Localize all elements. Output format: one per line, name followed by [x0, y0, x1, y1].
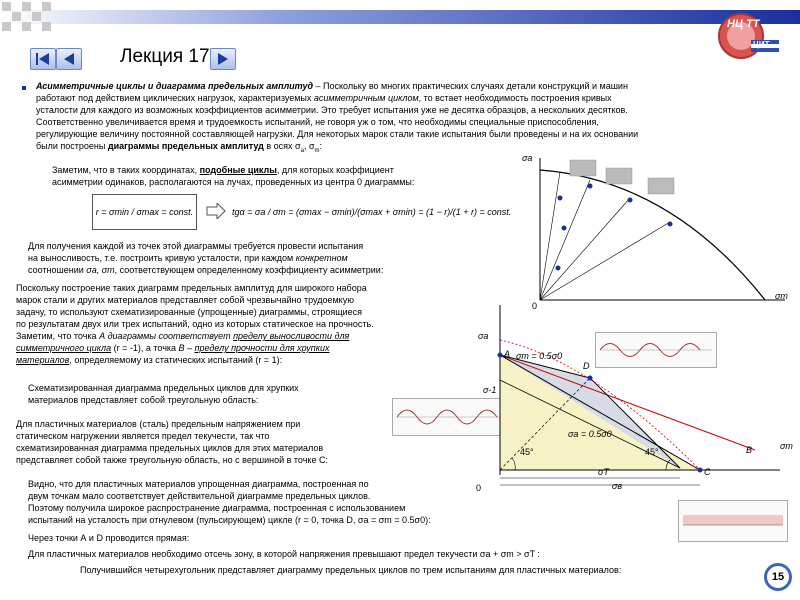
angle-45-left: 45°	[520, 447, 534, 457]
logo-emblem	[713, 6, 783, 62]
paragraph-line-AD: Через точки А и D проводится прямая:	[28, 533, 190, 543]
first-slide-button[interactable]	[30, 48, 56, 70]
angle-45-right: 45°	[645, 447, 659, 457]
paragraph-curves: Для получения каждой из точек этой диаграммы требуется провести испытания на выносливость, т.е. построить кривую усталости, при каждом конкретном соотношении σa, σm, соответствующем определенному коэффициенту асимметрии:	[28, 241, 384, 275]
cycle-thumbnail-3	[678, 500, 788, 542]
next-slide-button[interactable]	[210, 48, 236, 70]
axis-sm-label: σm	[780, 441, 793, 451]
arrow-right-icon	[211, 49, 235, 69]
intro-paragraph: Асимметричные циклы и диаграмма предельных амплитуд – Поскольку во многих практических случаях детали конструкций и машин работают под действием циклических нагрузок, характеризуемых асимметричным циклом, то встает необходимость построения кривых усталости для каждого из возможных коэффициентов асимметрии. Это требует испытания уже не десятка образцов, а нескольких десятков. Соответственно увеличивается время и трудоемкость испытаний, не говоря уж о том, что необходимы специальные приспособления, регулирующие величину постоянной составляющей нагрузки. Для некоторых марок стали такие испытания были проведены и на их основании были построены диаграммы предельных амплитуд в осях $\sigma_a$, $\sigma_m$:	[36, 81, 639, 154]
schematic-diagram	[470, 300, 790, 500]
logo-text: НЦ ТТ	[727, 18, 760, 30]
first-icon	[31, 49, 55, 69]
formula-r: r = σmin / σmax = const.	[92, 194, 197, 230]
point-A-label: A	[504, 349, 511, 359]
upper-axis-sa: σa	[522, 153, 533, 163]
origin-label-upper: 0	[532, 301, 538, 311]
origin-label: 0	[476, 483, 482, 493]
formula-tg: tgα = σa / σm = (σmax − σmin)/(σmax + σmin) = (1 − r)/(1 + r) = const.	[232, 207, 512, 217]
paragraph-brittle: Схематизированная диаграмма предельных циклов для хрупких материалов представляет собой треугольную область:	[28, 383, 299, 405]
sigma-a-half-label: σa = 0.5σ0	[568, 429, 612, 439]
sigma-T-bottom-label: σT	[598, 467, 609, 477]
paragraph-plastic: Для пластичных материалов (сталь) предельным напряжением при статическом нагружении является предел текучести, так что схематизированная диаграмма предельных циклов для этих материалов представляет собой также треугольную область, но с вершиной в точке С:	[16, 419, 328, 465]
sigma-m-half-label: σm = 0.5σ0	[516, 351, 563, 361]
bullet-icon	[22, 86, 26, 90]
point-B-label: B	[746, 445, 753, 455]
intro-lead: Асимметричные циклы и диаграмма предельных амплитуд	[36, 81, 314, 91]
prev-slide-button[interactable]	[56, 48, 82, 70]
arrow-left-icon	[57, 49, 81, 69]
sigma-B-label: σв	[612, 481, 623, 491]
logo	[713, 6, 783, 62]
paragraph-cut-zone: Для пластичных материалов необходимо отсечь зону, в которой напряжения превышают предел текучести σa + σm > σT :	[28, 549, 540, 559]
axis-sa-label: σa	[478, 331, 489, 341]
paragraph-quadrilateral: Получившийся четырехугольник представляет диаграмму предельных циклов по трем испытаниям для пластичных материалов:	[80, 565, 622, 575]
paragraph-pulsating: Видно, что для пластичных материалов упрощенная диаграмма, построенная по двум точкам мало соответствует действительной диаграмме предельных циклов. Поэтому получила широкое распространение диаграмма, построенная с использованием испытаний на усталость при отнулевом (пульсирующем) цикле (r = 0, точка D, σa = σm = 0.5σ0):	[28, 479, 431, 525]
sigma-minus1-label: σ-1	[483, 385, 497, 395]
logo-subtext: ЦИТ	[753, 40, 770, 49]
point-C-label: C	[704, 467, 711, 477]
paragraph-schematic: Поскольку построение таких диаграмм предельных амплитуд для широкого набора марок стали и других материалов представляет собой чрезвычайно трудоемкую задачу, то используют схематизированные (упрощенные) диаграммы, строящиеся по результатам двух или трех испытаний, одно из которых статическое на прочность. Заметим, что точка А диаграммы соответствует пределу выносливости для симметричного цикла (r = -1), а точка В – пределу прочности для хрупких материалов, определяемому из статических испытаний (r = 1):	[16, 283, 374, 365]
point-D-label: D	[583, 361, 590, 371]
header-bar	[0, 0, 800, 38]
amplitude-diagram-rays	[520, 150, 790, 310]
similar-cycles-text: Заметим, что в таких координатах, подобные циклы, для которых коэффициент асимметрии одинаков, располагаются на лучах, проведенных из центра 0 диаграммы:	[52, 165, 415, 187]
page-title: Лекция 17	[120, 46, 210, 67]
upper-axis-sm: σm	[775, 291, 788, 301]
arrow-right-icon	[205, 203, 227, 219]
page-number: 15	[764, 563, 792, 591]
